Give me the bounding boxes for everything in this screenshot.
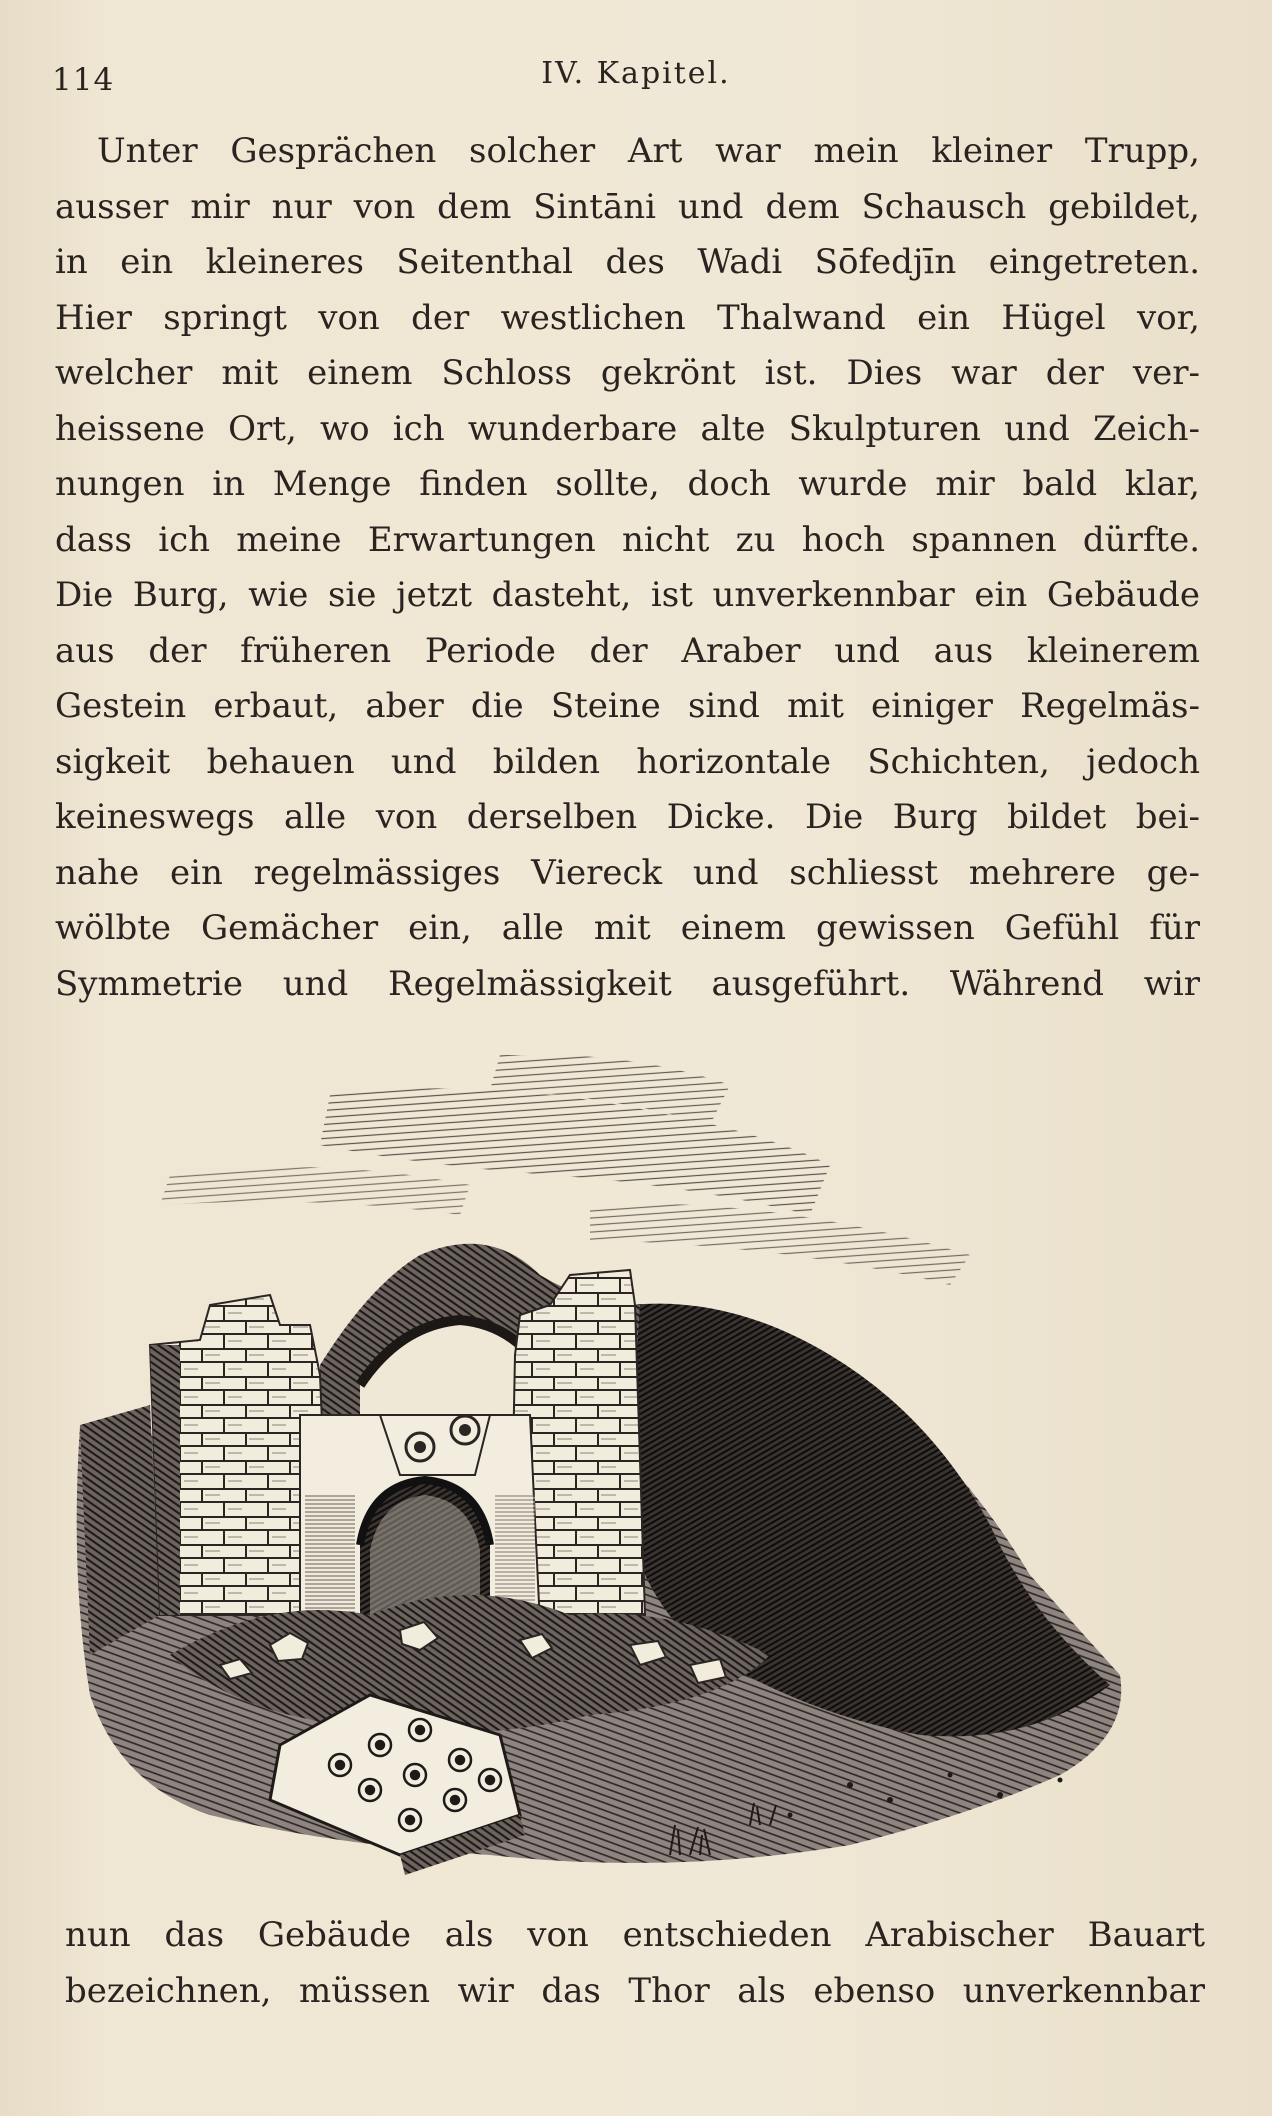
text-line: bezeichnen, müssen wir das Thor als ebenso unverkennbar xyxy=(65,1970,1205,2011)
text-line: Gestein erbaut, aber die Steine sind mit einiger Regelmäs- xyxy=(55,686,1200,726)
text-line: keineswegs alle von derselben Dicke. Die Burg bildet bei- xyxy=(55,797,1200,837)
text-line: nungen in Menge finden sollte, doch wurde mir bald klar, xyxy=(55,464,1200,504)
text-line: Hier springt von der westlichen Thalwand ein Hügel vor, xyxy=(55,297,1200,338)
text-line: wölbte Gemächer ein, alle mit einem gewissen Gefühl für xyxy=(55,908,1200,948)
text-line: Unter Gesprächen solcher Art war mein kleiner Trupp, xyxy=(97,131,1200,171)
text-line: aus der früheren Periode der Araber und aus kleinerem xyxy=(55,630,1200,671)
body-text-top xyxy=(55,124,1200,1012)
text-line: in ein kleineres Seitenthal des Wadi Sōfedjīn eingetreten. xyxy=(55,242,1200,282)
text-line: heissene Ort, wo ich wunderbare alte Skulpturen und Zeich- xyxy=(55,408,1200,449)
text-line: nahe ein regelmässiges Viereck und schliesst mehrere ge- xyxy=(55,852,1200,893)
text-line: Die Burg, wie sie jetzt dasteht, ist unverkennbar ein Gebäude xyxy=(55,575,1200,615)
running-head: IV. Kapitel. xyxy=(541,56,731,91)
text-line: nun das Gebäude als von entschieden Arabischer Bauart xyxy=(65,1915,1205,1955)
text-line: sigkeit behauen und bilden horizontale Schichten, jedoch xyxy=(55,741,1200,782)
text-line: ausser mir nur von dem Sintāni und dem Schausch gebildet, xyxy=(55,186,1200,227)
body-text-bottom xyxy=(65,1908,1205,2019)
engraving-ruined-gate-illustration xyxy=(70,1055,1180,1895)
text-line: Symmetrie und Regelmässigkeit ausgeführt. Während wir xyxy=(55,963,1200,1004)
text-line: welcher mit einem Schloss gekrönt ist. Dies war der ver- xyxy=(55,353,1200,393)
text-line: dass ich meine Erwartungen nicht zu hoch spannen dürfte. xyxy=(55,519,1200,560)
page-number: 114 xyxy=(52,62,115,98)
